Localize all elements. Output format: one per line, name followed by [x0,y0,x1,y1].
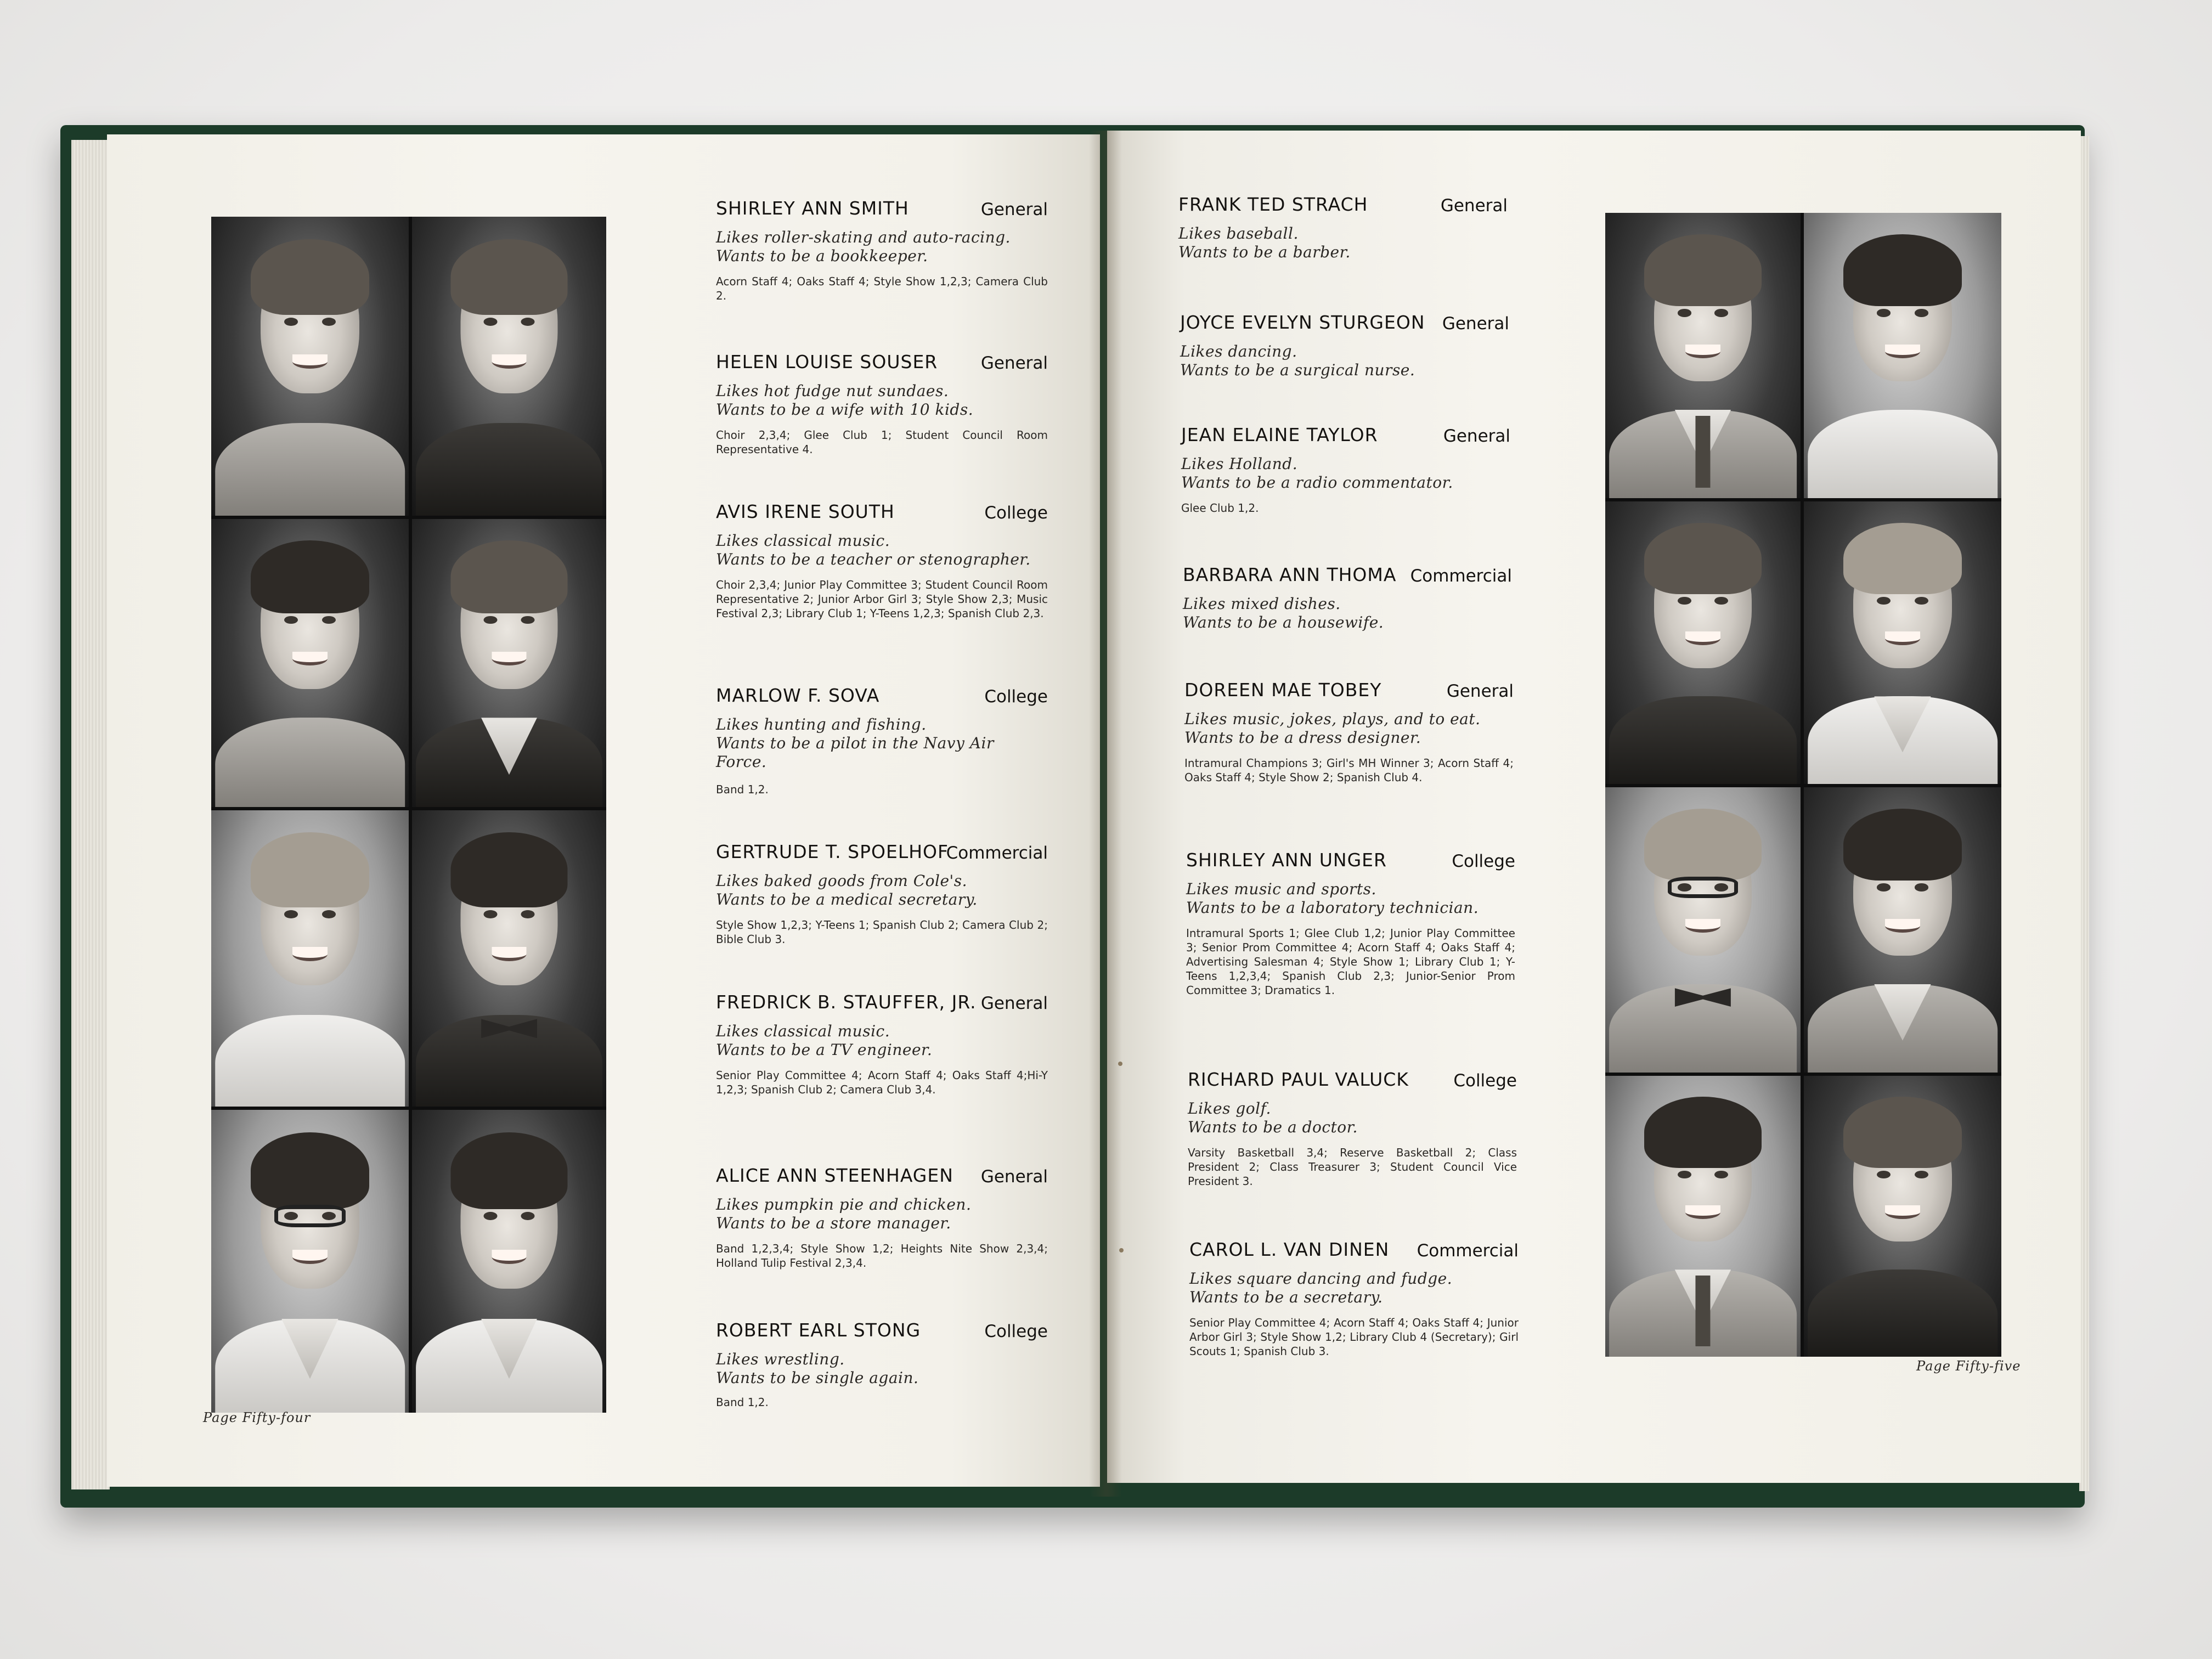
student-name: FRANK TED STRACH [1178,194,1368,215]
student-likes: Likes dancing. [1180,342,1297,360]
student-likes: Likes baseball. [1178,224,1299,242]
student-name: ALICE ANN STEENHAGEN [716,1165,953,1186]
student-wants: Wants to be a pilot in the Navy Air Force. [716,734,994,771]
student-wants: Wants to be single again. [716,1369,919,1387]
student-wants: Wants to be a bookkeeper. [716,247,928,265]
portrait-photo [1605,501,1801,784]
right-page [1107,131,2081,1483]
student-course: College [984,687,1048,707]
student-activities: Senior Play Committee 4; Acorn Staff 4; Oaks Staff 4;Hi-Y 1,2,3; Spanish Club 2; Camera Club 3,4. [716,1069,1048,1096]
student-likes: Likes hot fudge nut sundaes. [716,382,949,400]
student-activities: Senior Play Committee 4; Acorn Staff 4; Oaks Staff 4; Junior Arbor Girl 3; Style Show 1,2; Library Club 4 (Secretary); Girl Scouts 1; Spanish Club 3. [1189,1316,1519,1358]
portrait-photo [1605,213,1801,498]
portrait-photo [211,810,409,1107]
student-entry [1178,194,1508,292]
student-likes: Likes music, jokes, plays, and to eat. [1184,710,1481,728]
student-entry [1184,679,1514,811]
student-name: JOYCE EVELYN STURGEON [1180,312,1425,333]
student-wants: Wants to be a medical secretary. [716,890,978,909]
student-wants: Wants to be a radio commentator. [1181,473,1453,492]
student-likes: Likes wrestling. [716,1350,845,1368]
portrait-photo [1605,1076,1801,1357]
left-photo-grid [211,217,606,1413]
student-entry [1180,312,1509,410]
portrait-photo [412,1110,606,1413]
student-name: SHIRLEY ANN SMITH [716,198,909,219]
page-number: Page Fifty-five [1916,1358,2021,1374]
student-activities: Acorn Staff 4; Oaks Staff 4; Style Show 1,2,3; Camera Club 2. [716,275,1048,302]
portrait-photo [1605,787,1801,1073]
portrait-photo [412,519,606,807]
student-wants: Wants to be a secretary. [1189,1288,1383,1306]
student-course: Commercial [946,843,1048,863]
student-course: General [980,353,1048,373]
student-name: CAROL L. VAN DINEN [1189,1239,1390,1260]
student-activities: Band 1,2. [716,783,769,796]
student-name: AVIS IRENE SOUTH [716,501,895,522]
student-wants: Wants to be a surgical nurse. [1180,361,1415,379]
student-name: JEAN ELAINE TAYLOR [1181,424,1378,445]
student-likes: Likes classical music. [716,1022,890,1040]
student-wants: Wants to be a barber. [1178,243,1351,261]
student-wants: Wants to be a wife with 10 kids. [716,400,974,419]
student-course: College [984,503,1048,523]
student-activities: Intramural Champions 3; Girl's MH Winner 3; Acorn Staff 4; Oaks Staff 4; Style Show 2; Spanish Club 4. [1184,757,1514,784]
page-edges-left [71,140,110,1489]
student-course: General [1442,314,1509,334]
student-wants: Wants to be a laboratory technician. [1186,899,1479,917]
student-entry [716,1165,1048,1296]
student-activities: Band 1,2,3,4; Style Show 1,2; Heights Nite Show 2,3,4; Holland Tulip Festival 2,3,4. [716,1242,1048,1269]
student-course: General [980,994,1048,1013]
student-wants: Wants to be a doctor. [1188,1118,1358,1136]
student-likes: Likes hunting and fishing. [716,715,927,733]
student-activities: Intramural Sports 1; Glee Club 1,2; Junior Play Committee 3; Senior Prom Committee 4; Acorn Staff 4; Oaks Staff 4; Advertising Salesman 4; Style Show 1; Library Club 1; Y-Teens 1,2,3,4; Spanish Club 2,3; Junior-Senior Prom Committee 3; Dramatics 1. [1186,927,1515,997]
student-likes: Likes pumpkin pie and chicken. [716,1195,972,1214]
student-entry [1189,1239,1519,1381]
student-entry [1188,1069,1517,1200]
student-entry [716,198,1048,318]
student-course: Commercial [1410,566,1512,586]
student-course: Commercial [1417,1241,1519,1261]
student-likes: Likes Holland. [1181,455,1298,473]
portrait-photo [211,1110,409,1413]
student-wants: Wants to be a store manager. [716,1214,951,1232]
student-activities: Choir 2,3,4; Glee Club 1; Student Council Room Representative 4. [716,428,1048,456]
student-entry [716,685,1048,827]
student-likes: Likes square dancing and fudge. [1189,1269,1453,1288]
gutter-staple [1119,1248,1124,1252]
student-course: General [1440,196,1508,216]
student-name: FREDRICK B. STAUFFER, JR. [716,991,977,1013]
portrait-photo [1804,501,2001,784]
student-entry [716,1319,1048,1429]
portrait-photo [1804,213,2001,498]
portrait-photo [211,519,409,807]
student-course: General [1443,426,1510,446]
student-wants: Wants to be a dress designer. [1184,729,1421,747]
student-entry [1186,849,1515,1025]
student-entry [1183,564,1512,663]
portrait-photo [412,810,606,1107]
student-likes: Likes music and sports. [1186,880,1376,898]
student-wants: Wants to be a teacher or stenographer. [716,550,1031,568]
student-course: General [980,200,1048,219]
student-name: DOREEN MAE TOBEY [1184,679,1382,701]
student-course: General [1446,681,1514,701]
left-page [107,134,1100,1487]
portrait-photo [1804,787,2001,1073]
book-gutter [1089,131,1122,1497]
student-wants: Wants to be a TV engineer. [716,1041,933,1059]
student-name: GERTRUDE T. SPOELHOF [716,841,949,862]
page-number: Page Fifty-four [203,1410,311,1425]
student-likes: Likes mixed dishes. [1183,595,1341,613]
student-name: SHIRLEY ANN UNGER [1186,849,1387,871]
student-entry [1181,424,1510,534]
student-wants: Wants to be a housewife. [1183,613,1384,631]
student-name: HELEN LOUISE SOUSER [716,351,938,373]
portrait-photo [1804,1076,2001,1357]
student-activities: Varsity Basketball 3,4; Reserve Basketball 2; Class President 2; Class Treasurer 3; Student Council Vice President 3. [1188,1146,1517,1188]
student-entry [716,351,1048,472]
student-name: BARBARA ANN THOMA [1183,564,1397,585]
student-course: College [1453,1071,1517,1091]
student-entry [716,501,1048,665]
right-photo-grid [1605,213,2001,1357]
student-course: General [980,1167,1048,1187]
student-name: RICHARD PAUL VALUCK [1188,1069,1409,1090]
student-likes: Likes classical music. [716,532,890,550]
student-activities: Choir 2,3,4; Junior Play Committee 3; Student Council Room Representative 2; Junior Arbor Girl 3; Style Show 2,3; Music Festival 2,3; Library Club 1; Y-Teens 1,2,3; Spanish Club 2,3. [716,578,1048,620]
student-name: MARLOW F. SOVA [716,685,880,706]
portrait-photo [412,217,606,516]
student-likes: Likes baked goods from Cole's. [716,872,967,890]
student-activities: Style Show 1,2,3; Y-Teens 1; Spanish Club 2; Camera Club 2; Bible Club 3. [716,918,1048,946]
student-course: College [1452,851,1515,871]
student-entry [716,841,1048,973]
portrait-photo [211,217,409,516]
student-course: College [984,1322,1048,1341]
student-likes: Likes golf. [1188,1099,1271,1118]
student-likes: Likes roller-skating and auto-racing. [716,228,1011,246]
student-activities: Band 1,2. [716,1396,769,1409]
student-entry [716,991,1048,1134]
gutter-staple [1118,1062,1122,1066]
student-activities: Glee Club 1,2. [1181,501,1259,515]
student-name: ROBERT EARL STONG [716,1319,921,1341]
